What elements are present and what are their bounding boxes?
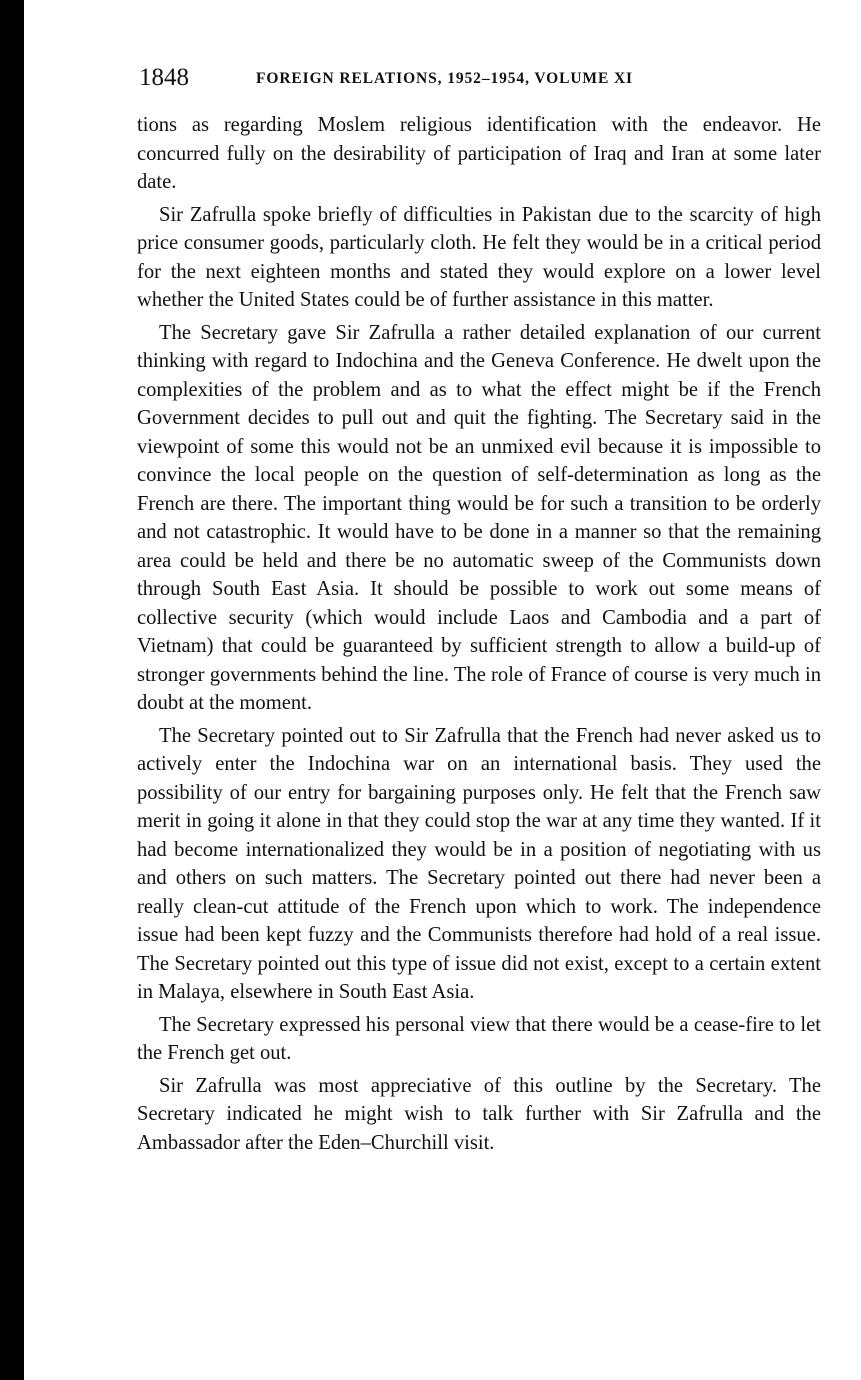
body-text — [137, 111, 821, 1161]
paragraph: The Secretary pointed out to Sir Zafrulla that the French had never asked us to actively enter the Indochina war on an international basis. They used the possibility of our entry for bargaining purposes only. He felt that the French saw merit in going it alone in that they could stop the war at any time they wanted. If it had become internationalized they would be in a position of negotiating with us and others on such matters. The Secretary pointed out there had never been a really clean-cut attitude of the French upon which to work. The independence issue had been kept fuzzy and the Communists therefore had hold of a real issue. The Secretary pointed out this type of issue did not exist, except to a certain extent in Malaya, elsewhere in South East Asia. — [137, 724, 821, 1003]
paragraph: The Secretary expressed his personal view that there would be a cease-fire to let the French get out. — [137, 1013, 821, 1064]
scan-edge-bar — [0, 0, 24, 1380]
paragraph: The Secretary gave Sir Zafrulla a rather detailed explanation of our current thinking with regard to Indochina and the Geneva Conference. He dwelt upon the complexities of the problem and as to what the effect might be if the French Government decides to pull out and quit the fighting. The Secretary said in the viewpoint of some this would not be an unmixed evil because it is impossible to convince the local people on the question of self-determination as long as the French are there. The important thing would be for such a transition to be orderly and not catastrophic. It would have to be done in a manner so that the remaining area could be held and there be no automatic sweep of the Communists down through South East Asia. It should be possible to work out some means of collective security (which would include Laos and Cambodia and a part of Vietnam) that could be guaranteed by sufficient strength to allow a build-up of stronger governments behind the line. The role of France of course is very much in doubt at the moment. — [137, 321, 821, 714]
page-number: 1848 — [139, 64, 189, 91]
paragraph-continued: tions as regarding Moslem religious identification with the endeavor. He concurred fully on the desirability of participation of Iraq and Iran at some later date. — [137, 114, 821, 193]
document-page — [24, 0, 861, 1380]
paragraph: Sir Zafrulla spoke briefly of difficulties in Pakistan due to the scarcity of high price consumer goods, particularly cloth. He felt they would be in a critical period for the next eighteen months and stated they would explore on a lower level whether the United States could be of further assistance in this matter. — [137, 203, 821, 311]
paragraph: Sir Zafrulla was most appreciative of this outline by the Secretary. The Secretary indicated he might wish to talk further with Sir Zafrulla and the Ambassador after the Eden–Churchill visit. — [137, 1074, 821, 1154]
running-title: FOREIGN RELATIONS, 1952–1954, VOLUME XI — [256, 70, 633, 87]
page-header — [139, 64, 739, 96]
